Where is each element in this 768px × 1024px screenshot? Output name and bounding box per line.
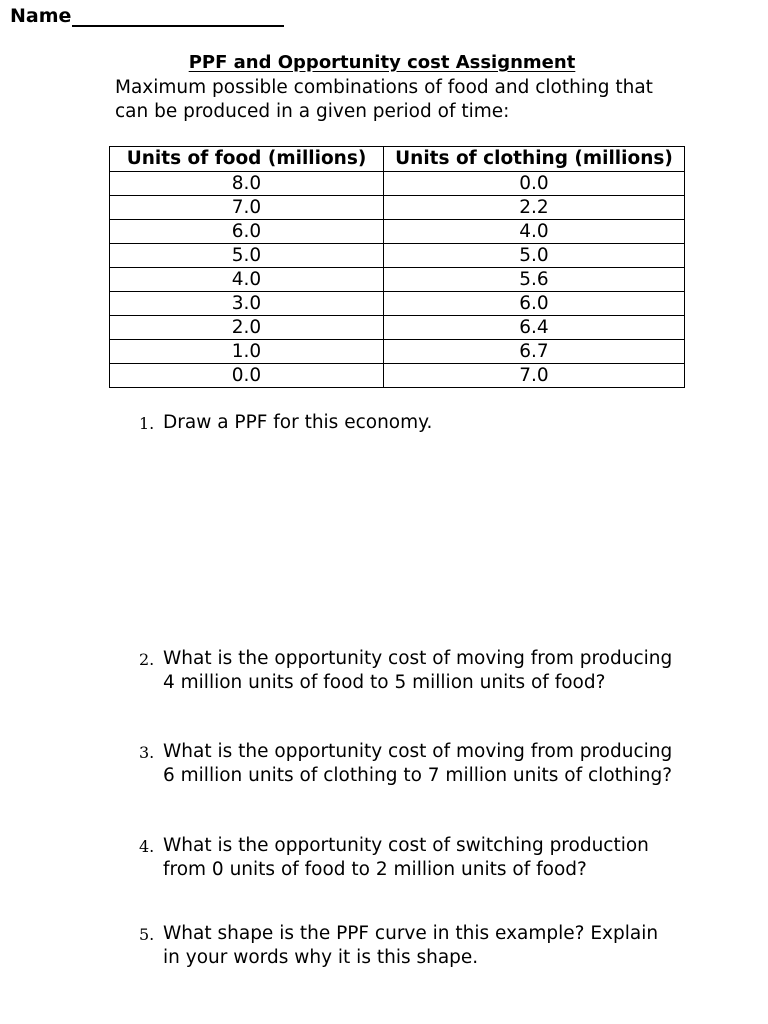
table-row xyxy=(110,292,685,316)
question-number: 1. xyxy=(139,414,155,433)
table-header-row xyxy=(110,147,685,172)
name-label: Name xyxy=(10,5,72,27)
clothing-cell: 5.0 xyxy=(384,244,685,268)
table-row xyxy=(110,340,685,364)
ppf-table xyxy=(109,146,685,388)
question-number: 5. xyxy=(139,925,155,944)
question-3 xyxy=(139,740,679,787)
table-row xyxy=(110,244,685,268)
food-cell: 0.0 xyxy=(110,364,384,388)
question-text: What shape is the PPF curve in this example? Explain in your words why it is this shape. xyxy=(163,923,659,968)
clothing-cell: 0.0 xyxy=(384,172,685,196)
table-row xyxy=(110,220,685,244)
table-row xyxy=(110,196,685,220)
question-text: Draw a PPF for this economy. xyxy=(163,412,433,433)
question-number: 2. xyxy=(139,650,155,669)
food-cell: 3.0 xyxy=(110,292,384,316)
question-4 xyxy=(139,834,679,881)
question-text: What is the opportunity cost of switching production from 0 units of food to 2 million units of food? xyxy=(163,835,649,880)
food-cell: 1.0 xyxy=(110,340,384,364)
food-cell: 4.0 xyxy=(110,268,384,292)
question-1 xyxy=(139,411,679,436)
table-row xyxy=(110,316,685,340)
clothing-cell: 4.0 xyxy=(384,220,685,244)
page-title xyxy=(0,52,768,73)
question-5 xyxy=(139,922,679,969)
clothing-cell: 6.0 xyxy=(384,292,685,316)
question-2 xyxy=(139,647,679,694)
table-row xyxy=(110,268,685,292)
page-title-text: PPF and Opportunity cost Assignment xyxy=(188,52,576,73)
name-field xyxy=(10,5,284,27)
header-food: Units of food (millions) xyxy=(110,147,384,172)
food-cell: 5.0 xyxy=(110,244,384,268)
clothing-cell: 7.0 xyxy=(384,364,685,388)
food-cell: 7.0 xyxy=(110,196,384,220)
header-clothing: Units of clothing (millions) xyxy=(384,147,685,172)
clothing-cell: 6.4 xyxy=(384,316,685,340)
table-row xyxy=(110,364,685,388)
food-cell: 2.0 xyxy=(110,316,384,340)
clothing-cell: 6.7 xyxy=(384,340,685,364)
intro-text: Maximum possible combinations of food and clothing that can be produced in a given period of time: xyxy=(115,77,653,122)
question-number: 3. xyxy=(139,743,155,762)
clothing-cell: 5.6 xyxy=(384,268,685,292)
food-cell: 6.0 xyxy=(110,220,384,244)
table-row xyxy=(110,172,685,196)
name-blank-line[interactable] xyxy=(72,5,284,27)
food-cell: 8.0 xyxy=(110,172,384,196)
question-text: What is the opportunity cost of moving from producing 4 million units of food to 5 million units of food? xyxy=(163,648,673,693)
clothing-cell: 2.2 xyxy=(384,196,685,220)
question-text: What is the opportunity cost of moving from producing 6 million units of clothing to 7 million units of clothing? xyxy=(163,741,673,786)
question-number: 4. xyxy=(139,837,155,856)
